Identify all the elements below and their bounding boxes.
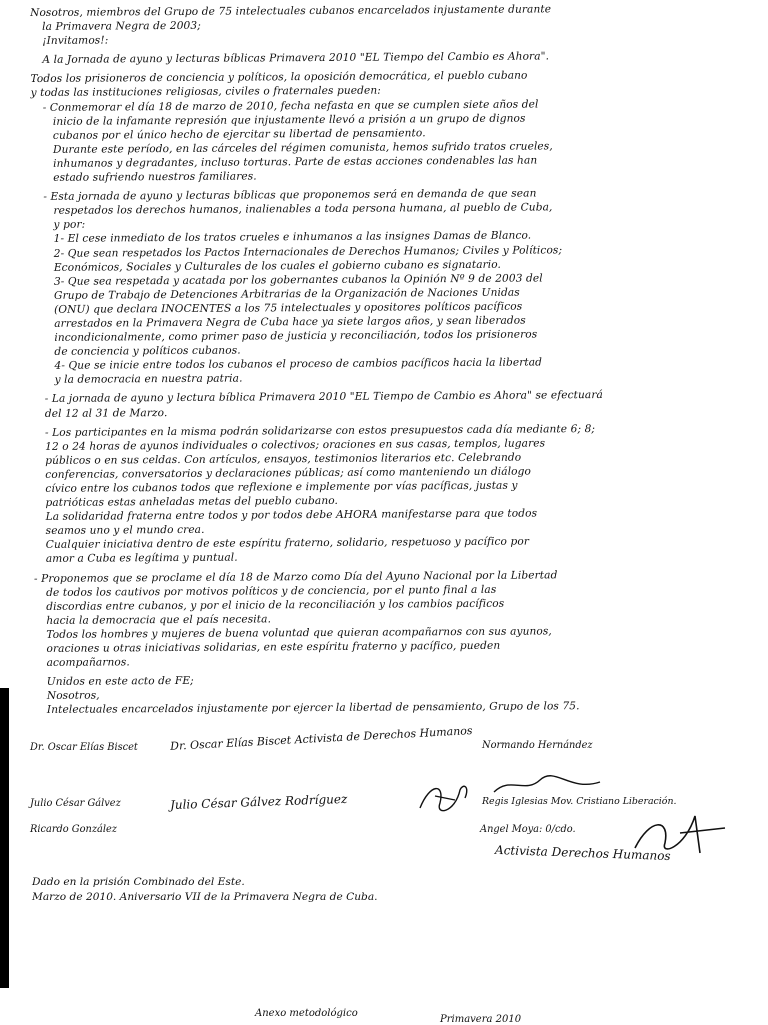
- annex-right-text: Primavera 2010: [440, 1014, 522, 1025]
- line: - La jornada de ayuno y lectura bíblica Primavera 2010 "EL Tiempo de Cambio es Ahora" se efectuará: [44, 389, 603, 406]
- annex-title: Anexo metodológico: [255, 1008, 358, 1019]
- line: y por:: [53, 218, 86, 232]
- signer-name: Ricardo González: [30, 824, 117, 835]
- line: seamos uno y el mundo crea.: [45, 524, 205, 538]
- line: - Conmemorar el día 18 de marzo de 2010, fecha nefasta en que se cumplen siete años del: [42, 98, 539, 114]
- line: públicos o en sus celdas. Con artículos, ensayos, testimonios literarios etc. Celebrando: [45, 451, 522, 467]
- line: A la Jornada de ayuno y lecturas bíblicas Primavera 2010 "EL Tiempo del Cambio es Ahora".: [42, 50, 550, 67]
- line: Unidos en este acto de FE;: [46, 675, 194, 689]
- line: - Proponemos que se proclame el día 18 de Marzo como Día del Ayuno Nacional por la Libertad: [33, 568, 558, 585]
- signer-name: Normando Hernández: [482, 740, 593, 751]
- line: arrestados en la Primavera Negra de Cuba hace ya siete largos años, y sean liberados: [54, 314, 526, 330]
- signer-name: Julio César Gálvez: [30, 798, 121, 809]
- line: inicio de la infamante represión que injustamente llevó a prisión a un grupo de dignos: [52, 112, 526, 128]
- line: cubanos por el único hecho de ejercitar su libertad de pensamiento.: [52, 126, 426, 142]
- line: Durante este período, en las cárceles del régimen comunista, hemos sufrido tratos crueles,: [52, 140, 553, 156]
- line: amor a Cuba es legítima y puntual.: [45, 552, 238, 566]
- line: - Los participantes en la misma podrán solidarizarse con estos presupuestos cada día mediante 6; 8;: [44, 422, 596, 439]
- line: acompañarnos.: [46, 656, 130, 670]
- line: conferencias, conversatorios y declaraciones públicas; así como manteniendo un diálogo: [45, 465, 532, 481]
- line: 3- Que sea respetada y acatada por los gobernantes cubanos la Opinión Nº 9 de 2003 del: [53, 272, 543, 288]
- line: ¡Invitamos!:: [42, 34, 109, 48]
- line: estado sufriendo nuestros familiares.: [53, 170, 257, 184]
- line: hacia la democracia que el país necesita.: [46, 613, 272, 627]
- line: y la democracia en nuestra patria.: [54, 372, 243, 387]
- line: y todas las instituciones religiosas, civiles o fraternales pueden:: [30, 85, 382, 100]
- signer-name: Angel Moya: 0/cdo.: [480, 824, 576, 835]
- line: Intelectuales encarcelados injustamente por ejercer la libertad de pensamiento, Grupo de los 75.: [46, 700, 580, 717]
- line: 12 o 24 horas de ayunos individuales o colectivos; oraciones en sus casas, templos, lugares: [45, 437, 546, 453]
- handwritten-signature: Julio César Gálvez Rodríguez: [169, 791, 348, 813]
- line: cívico entre los cubanos todos que reflexione e implemente por vías pacíficas, justas y: [45, 479, 518, 495]
- line: oraciones u otras iniciativas solidarias, en este espíritu fraterno y pacífico, pueden: [46, 639, 501, 655]
- signature-scribble-icon: [415, 778, 475, 818]
- document-footer: [32, 875, 732, 905]
- line: de conciencia y políticos cubanos.: [54, 344, 241, 358]
- line: Grupo de Trabajo de Detenciones Arbitrarias de la Organización de Naciones Unidas: [53, 286, 520, 302]
- line: Todos los hombres y mujeres de buena voluntad que quieran acompañarnos con sus ayunos,: [46, 625, 552, 641]
- line: inhumanos y degradantes, incluso torturas. Parte de estas acciones condenables las han: [53, 154, 538, 170]
- line: la Primavera Negra de 2003;: [42, 19, 201, 34]
- line: 2- Que sean respetados los Pactos Internacionales de Derechos Humanos; Civiles y Políticos;: [53, 243, 563, 260]
- line: 4- Que se inicie entre todos los cubanos el proceso de cambios pacíficos hacia la libertad: [54, 356, 543, 373]
- line: del 12 al 31 de Marzo.: [44, 406, 168, 420]
- line: Económicos, Sociales y Culturales de los cuales el gobierno cubano es signatario.: [53, 258, 502, 274]
- handwritten-signature: Activista Derechos Humanos: [494, 842, 671, 864]
- scan-edge-bar: [0, 688, 9, 988]
- line: discordias entre cubanos, y por el inicio de la reconciliación y los cambios pacíficos: [46, 597, 505, 613]
- letter-body: [30, 1, 737, 717]
- line: patrióticas estas anheladas metas del pueblo cubano.: [45, 494, 339, 509]
- line: incondicionalmente, como primer paso de justicia y reconciliación, todos los prisioneros: [54, 328, 538, 344]
- signer-name: Dr. Oscar Elías Biscet: [30, 742, 138, 753]
- line: Nosotros,: [46, 689, 100, 703]
- signature-scribble-icon: [490, 774, 610, 798]
- line: La solidaridad fraterna entre todos y por todos debe AHORA manifestarse para que todos: [45, 507, 538, 524]
- line: (ONU) que declara INOCENTES a los 75 intelectuales y opositores políticos pacíficos: [54, 300, 523, 316]
- signature-block: [30, 724, 750, 870]
- handwritten-signature: Dr. Oscar Elías Biscet Activista de Derechos Humanos: [169, 724, 473, 753]
- signer-name: Regis Iglesias Mov. Cristiano Liberación.: [482, 796, 677, 807]
- line-intro: Nosotros, miembros del Grupo de 75 intelectuales cubanos encarcelados injustamente durante: [30, 3, 552, 19]
- footer-line: Dado en la prisión Combinado del Este.: [32, 876, 245, 888]
- footer-line: Marzo de 2010. Aniversario VII de la Primavera Negra de Cuba.: [32, 891, 378, 903]
- line: de todos los cautivos por motivos políticos y de conciencia, por el punto final a las: [46, 583, 497, 599]
- line: Todos los prisioneros de conciencia y políticos, la oposición democrática, el pueblo cubano: [30, 69, 528, 86]
- line: - Esta jornada de ayuno y lecturas bíblicas que proponemos será en demanda de que sean: [43, 187, 537, 204]
- line: 1- El cese inmediato de los tratos crueles e inhumanos a las insignes Damas de Blanco.: [53, 229, 532, 246]
- line: Cualquier iniciativa dentro de este espíritu fraterno, solidario, respetuoso y pacífico por: [45, 535, 530, 552]
- line: respetados los derechos humanos, inalienables a toda persona humana, al pueblo de Cuba,: [53, 201, 553, 218]
